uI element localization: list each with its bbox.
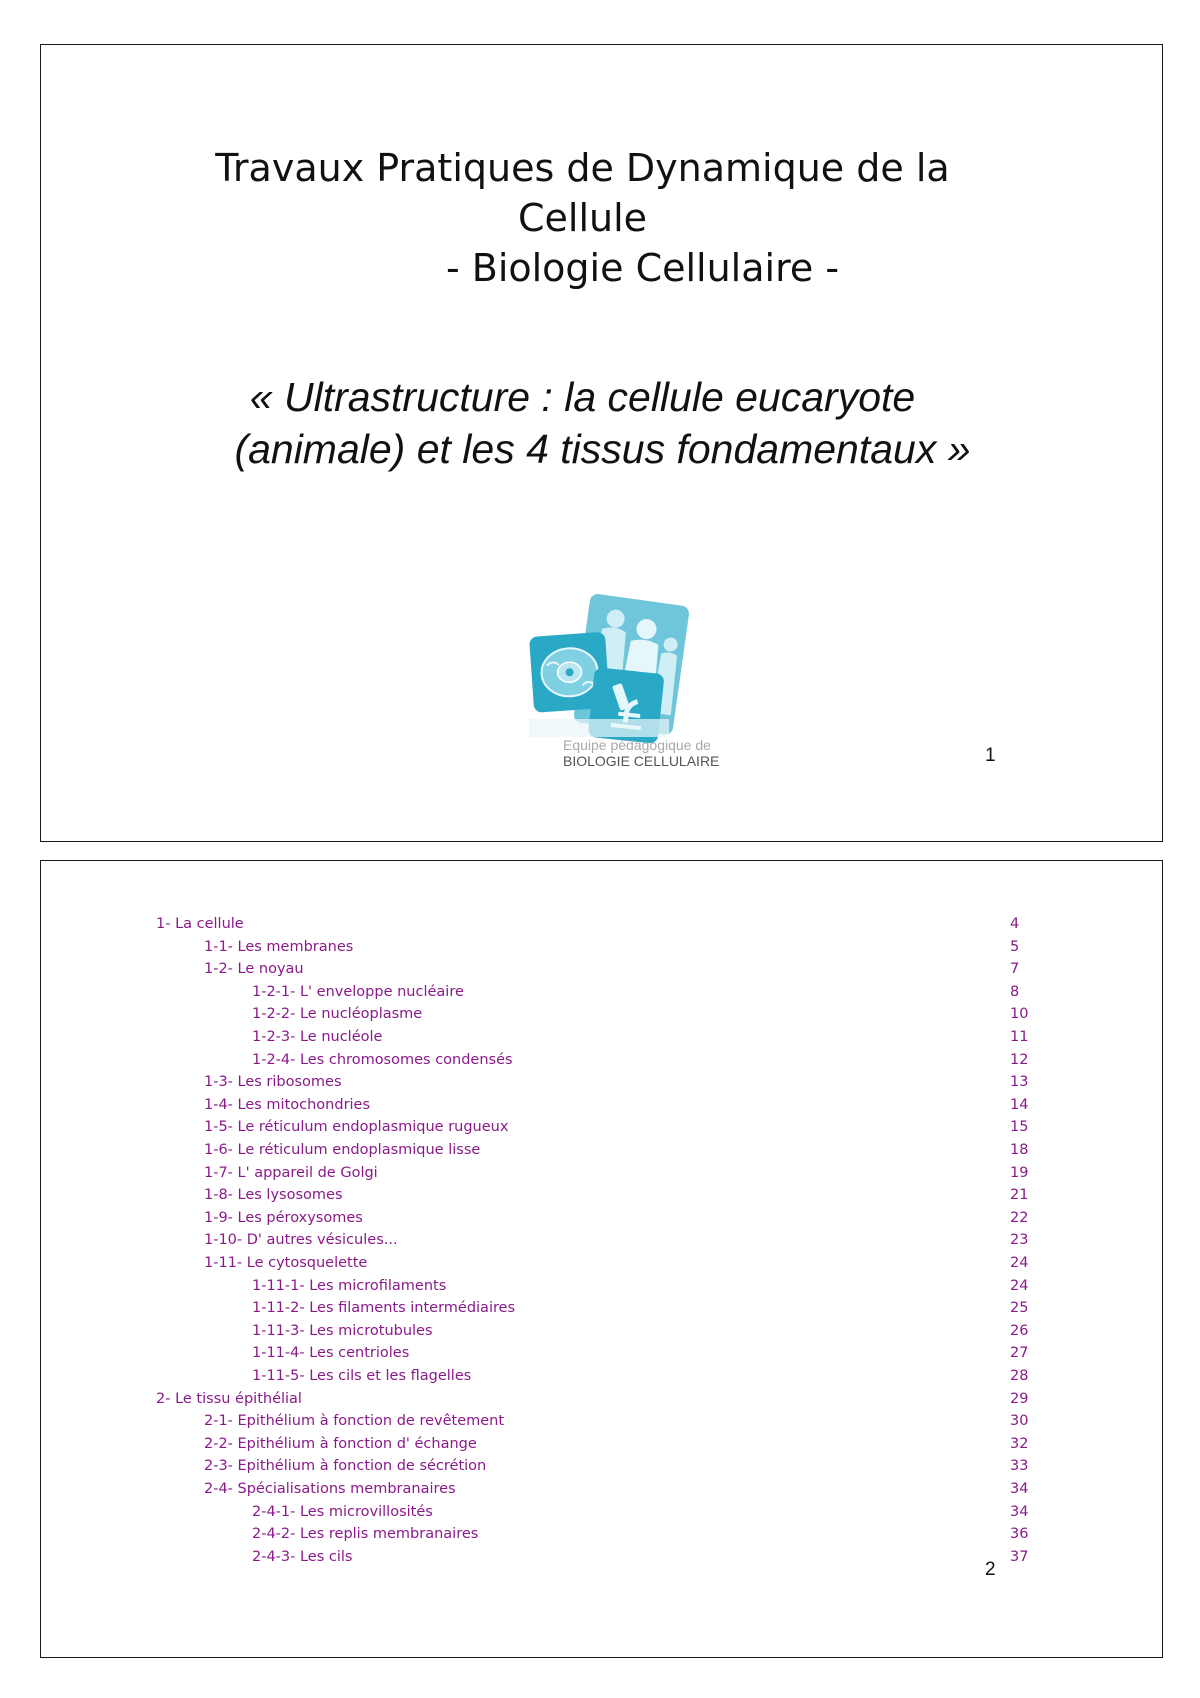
toc-entry-page: 5: [1010, 938, 1020, 955]
title-line-3: - Biologie Cellulaire -: [445, 246, 840, 290]
toc-entry-page: 26: [1010, 1322, 1029, 1339]
toc-entry-label: 2-3- Epithélium à fonction de sécrétion: [204, 1458, 487, 1475]
toc-entry-label: 1-2-4- Les chromosomes condensés: [252, 1051, 513, 1068]
toc-entry[interactable]: [41, 1523, 1164, 1545]
toc-entry-label: 1-11-3- Les microtubules: [252, 1322, 433, 1339]
toc-entry-label: 1-11-5- Les cils et les flagelles: [252, 1368, 472, 1384]
toc-entry[interactable]: [41, 1433, 1164, 1455]
toc-entry-label: 1-11-1- Les microfilaments: [252, 1277, 447, 1294]
toc-entry-page: 18: [1010, 1142, 1029, 1158]
subtitle-line-2: (animale) et les 4 tissus fondamentaux »: [234, 426, 971, 472]
toc-entry-page: 30: [1010, 1413, 1029, 1430]
toc-entry-label: 1-3- Les ribosomes: [204, 1074, 342, 1091]
toc-entry[interactable]: [41, 1501, 1164, 1523]
toc-entry-page: 11: [1010, 1029, 1029, 1045]
toc-entry-label: 1-1- Les membranes: [204, 938, 354, 955]
toc-entry-label: 1-2-2- Le nucléoplasme: [252, 1006, 423, 1023]
subtitle-line-1: « Ultrastructure : la cellule eucaryote: [249, 374, 916, 420]
toc-entry-label: 2-4-1- Les microvillosités: [252, 1503, 433, 1520]
toc-entry[interactable]: [41, 1478, 1164, 1500]
toc-entry-page: 24: [1010, 1255, 1029, 1271]
toc-entry-page: 37: [1010, 1548, 1029, 1565]
toc-entry-label: 1- La cellule: [156, 916, 244, 932]
toc-entry-label: 1-7- L' appareil de Golgi: [204, 1164, 378, 1181]
toc-entry-label: 2-2- Epithélium à fonction d' échange: [204, 1435, 477, 1452]
toc-entry[interactable]: [41, 1049, 1164, 1071]
logo-caption-line-1: Equipe pédagogique de: [563, 737, 711, 753]
biologie-cellulaire-logo-icon: [521, 593, 741, 817]
toc-entry-label: 1-8- Les lysosomes: [204, 1187, 343, 1204]
toc-entry[interactable]: [41, 1071, 1164, 1093]
toc-entry[interactable]: [41, 1229, 1164, 1251]
toc-entry[interactable]: [41, 1162, 1164, 1184]
toc-entry[interactable]: [41, 1342, 1164, 1364]
toc-entry-page: 23: [1010, 1232, 1029, 1249]
toc-entry[interactable]: [41, 913, 1164, 935]
toc-entry-page: 32: [1010, 1435, 1029, 1452]
toc-entry-label: 2-4- Spécialisations membranaires: [204, 1481, 456, 1497]
toc-entry[interactable]: [41, 1410, 1164, 1432]
toc-entry-label: 1-6- Le réticulum endoplasmique lisse: [204, 1142, 481, 1158]
toc-entry[interactable]: [41, 1365, 1164, 1387]
logo-caption-line-2: BIOLOGIE CELLULAIRE: [563, 753, 720, 769]
toc-entry-page: 33: [1010, 1458, 1029, 1475]
toc-entry[interactable]: [41, 1207, 1164, 1229]
toc-entry[interactable]: [41, 1455, 1164, 1477]
toc-entry-page: 34: [1010, 1481, 1029, 1497]
toc-entry[interactable]: [41, 936, 1164, 958]
toc-entry-page: 27: [1010, 1345, 1029, 1362]
toc-entry[interactable]: [41, 1139, 1164, 1161]
toc-entry-label: 1-2-1- L' enveloppe nucléaire: [252, 983, 464, 1000]
toc-entry-page: 12: [1010, 1051, 1029, 1068]
toc-entry[interactable]: [41, 1297, 1164, 1319]
page-number: 2: [985, 1559, 996, 1580]
toc-entry-page: 21: [1010, 1187, 1029, 1204]
toc-entry-page: 24: [1010, 1277, 1029, 1294]
toc-entry-label: 1-4- Les mitochondries: [204, 1096, 371, 1113]
toc-entry-label: 1-5- Le réticulum endoplasmique rugueux: [204, 1119, 509, 1136]
toc-entry[interactable]: [41, 1003, 1164, 1025]
toc-entry[interactable]: [41, 1026, 1164, 1048]
toc-entry-page: 15: [1010, 1119, 1029, 1136]
toc-entry-label: 2-4-3- Les cils: [252, 1548, 353, 1565]
page-number: 1: [985, 745, 996, 766]
toc-entry-label: 2-1- Epithélium à fonction de revêtement: [204, 1413, 505, 1430]
toc-entry[interactable]: [41, 1116, 1164, 1138]
toc-entry-label: 1-11-4- Les centrioles: [252, 1345, 410, 1362]
slide-2: [40, 860, 1163, 1658]
toc-entry[interactable]: [41, 1320, 1164, 1342]
title-line-1: Travaux Pratiques de Dynamique de la: [215, 146, 950, 190]
toc-entry-page: 4: [1010, 916, 1020, 932]
toc-entry-label: 1-10- D' autres vésicules...: [204, 1232, 398, 1249]
toc-entry-page: 19: [1010, 1164, 1029, 1181]
toc-entry-page: 28: [1010, 1368, 1029, 1384]
toc-entry[interactable]: [41, 1388, 1164, 1410]
toc-entry[interactable]: [41, 1094, 1164, 1116]
toc-entry-label: 2-4-2- Les replis membranaires: [252, 1526, 479, 1543]
title-line-2: Cellule: [517, 196, 648, 240]
toc-entry-page: 13: [1010, 1074, 1029, 1091]
toc-entry-label: 1-11- Le cytosquelette: [204, 1255, 368, 1271]
toc-entry-page: 22: [1010, 1209, 1029, 1226]
toc-entry-label: 1-11-2- Les filaments intermédiaires: [252, 1300, 516, 1317]
toc-entry-label: 1-2-3- Le nucléole: [252, 1029, 383, 1045]
toc-entry-page: 14: [1010, 1096, 1029, 1113]
toc-entry[interactable]: [41, 1252, 1164, 1274]
toc-entry-label: 1-9- Les péroxysomes: [204, 1209, 363, 1226]
toc-entry-page: 8: [1010, 983, 1020, 1000]
toc-entry-page: 10: [1010, 1006, 1029, 1023]
toc-entry-label: 1-2- Le noyau: [204, 961, 304, 978]
toc-entry-page: 36: [1010, 1526, 1029, 1543]
toc-entry-page: 25: [1010, 1300, 1029, 1317]
toc-entry-label: 2- Le tissu épithélial: [156, 1390, 302, 1407]
toc-entry-page: 29: [1010, 1390, 1029, 1407]
toc-entry[interactable]: [41, 958, 1164, 980]
toc-entry-page: 7: [1010, 961, 1020, 978]
slide-1: [40, 44, 1163, 842]
toc-entry[interactable]: [41, 1275, 1164, 1297]
toc-entry[interactable]: [41, 981, 1164, 1003]
toc-entry-page: 34: [1010, 1503, 1029, 1520]
toc-entry[interactable]: [41, 1184, 1164, 1206]
